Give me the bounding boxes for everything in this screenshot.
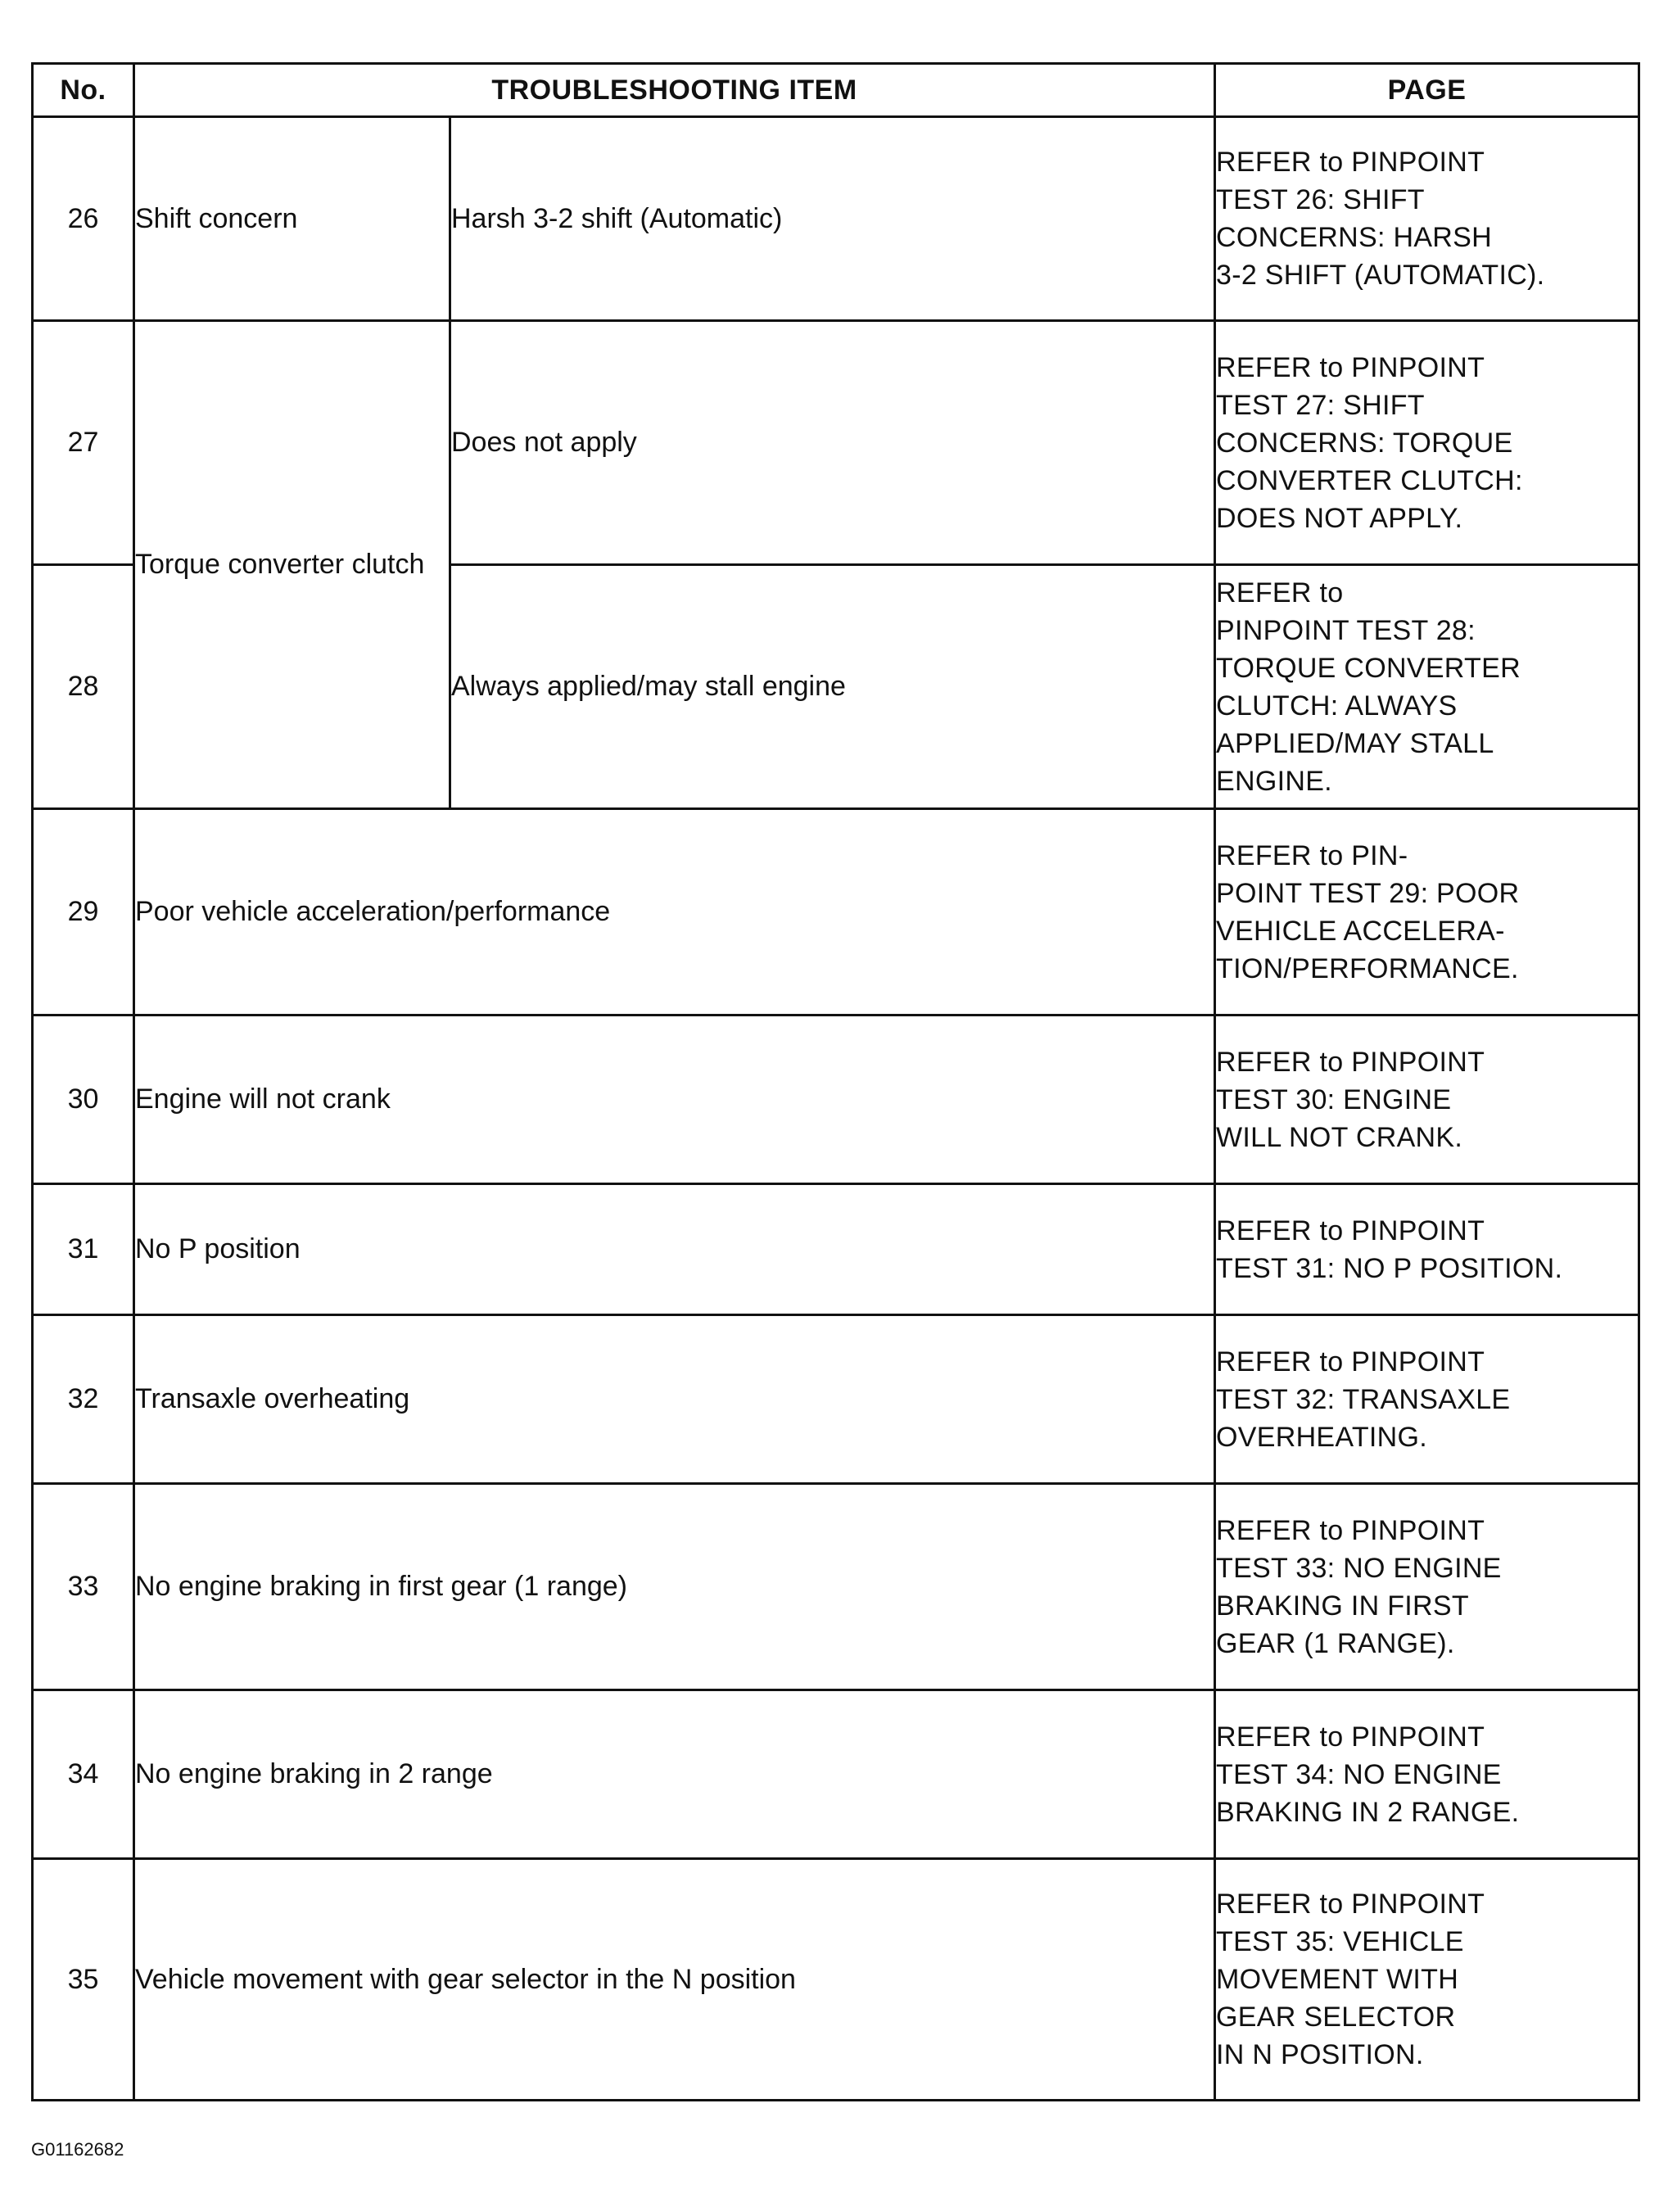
- row-item: No engine braking in 2 range: [134, 1690, 1215, 1859]
- row-category: Shift concern: [134, 117, 450, 321]
- row-number: 29: [33, 809, 134, 1016]
- row-page-reference: REFER to PINPOINT TEST 28: TORQUE CONVERTER CLUTCH: ALWAYS APPLIED/MAY STALL ENGINE.: [1215, 565, 1639, 809]
- row-page-reference: REFER to PINPOINT TEST 33: NO ENGINE BRAKING IN FIRST GEAR (1 RANGE).: [1215, 1484, 1639, 1690]
- row-item: Engine will not crank: [134, 1016, 1215, 1184]
- row-page-reference: REFER to PINPOINT TEST 35: VEHICLE MOVEMENT WITH GEAR SELECTOR IN N POSITION.: [1215, 1859, 1639, 2101]
- row-number: 35: [33, 1859, 134, 2101]
- header-row: [33, 64, 1639, 117]
- row-item: Poor vehicle acceleration/performance: [134, 809, 1215, 1016]
- figure-id: G01162682: [31, 2139, 124, 2160]
- table-row: [33, 1184, 1639, 1315]
- table-row: [33, 117, 1639, 321]
- row-page-reference: REFER to PIN- POINT TEST 29: POOR VEHICLE ACCELERA- TION/PERFORMANCE.: [1215, 809, 1639, 1016]
- row-number: 31: [33, 1184, 134, 1315]
- troubleshooting-table: [31, 62, 1640, 2101]
- row-page-reference: REFER to PINPOINT TEST 27: SHIFT CONCERNS: TORQUE CONVERTER CLUTCH: DOES NOT APPLY.: [1215, 321, 1639, 565]
- row-page-reference: REFER to PINPOINT TEST 26: SHIFT CONCERNS: HARSH 3-2 SHIFT (AUTOMATIC).: [1215, 117, 1639, 321]
- row-number: 30: [33, 1016, 134, 1184]
- row-item: Transaxle overheating: [134, 1315, 1215, 1484]
- row-item: Does not apply: [450, 321, 1215, 565]
- troubleshooting-sheet: [31, 62, 1638, 2101]
- row-item: No P position: [134, 1184, 1215, 1315]
- table-row: [33, 321, 1639, 565]
- row-item: Harsh 3-2 shift (Automatic): [450, 117, 1215, 321]
- row-number: 28: [33, 565, 134, 809]
- table-row: [33, 1859, 1639, 2101]
- table-row: [33, 1484, 1639, 1690]
- row-page-reference: REFER to PINPOINT TEST 30: ENGINE WILL NOT CRANK.: [1215, 1016, 1639, 1184]
- header-page: PAGE: [1215, 64, 1639, 117]
- row-number: 26: [33, 117, 134, 321]
- row-item: No engine braking in first gear (1 range): [134, 1484, 1215, 1690]
- header-no: No.: [33, 64, 134, 117]
- row-item: Vehicle movement with gear selector in the N position: [134, 1859, 1215, 2101]
- table-row: [33, 1315, 1639, 1484]
- table-row: [33, 809, 1639, 1016]
- row-item: Always applied/may stall engine: [450, 565, 1215, 809]
- table-row: [33, 1690, 1639, 1859]
- row-number: 33: [33, 1484, 134, 1690]
- table-row: [33, 1016, 1639, 1184]
- row-number: 32: [33, 1315, 134, 1484]
- row-page-reference: REFER to PINPOINT TEST 34: NO ENGINE BRAKING IN 2 RANGE.: [1215, 1690, 1639, 1859]
- row-page-reference: REFER to PINPOINT TEST 31: NO P POSITION.: [1215, 1184, 1639, 1315]
- row-page-reference: REFER to PINPOINT TEST 32: TRANSAXLE OVERHEATING.: [1215, 1315, 1639, 1484]
- row-category: Torque converter clutch: [134, 321, 450, 809]
- row-number: 27: [33, 321, 134, 565]
- row-number: 34: [33, 1690, 134, 1859]
- header-troubleshooting-item: TROUBLESHOOTING ITEM: [134, 64, 1215, 117]
